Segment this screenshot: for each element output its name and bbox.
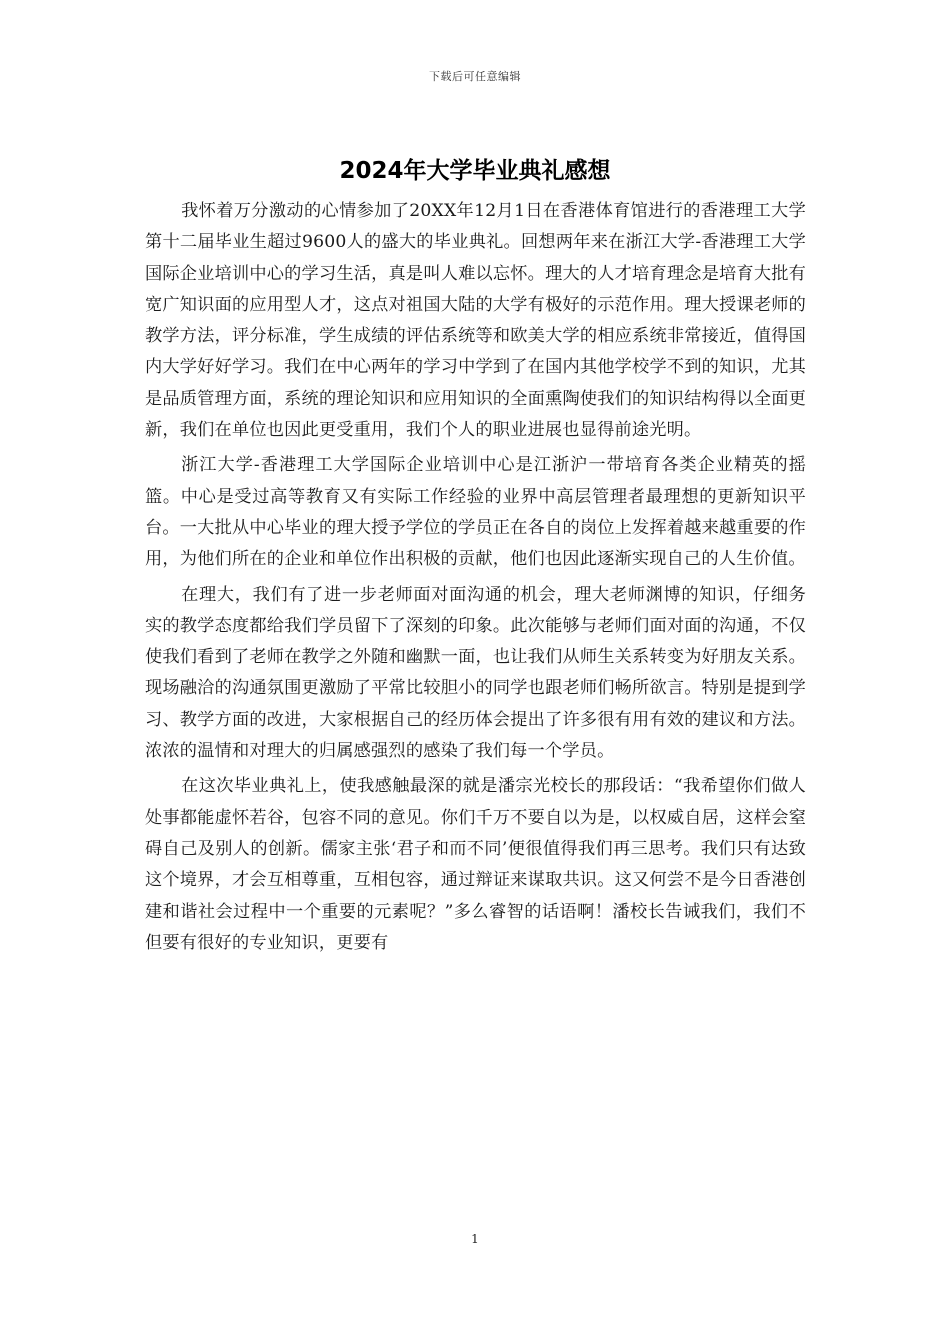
paragraph: 我怀着万分激动的心情参加了20XX年12月1日在香港体育馆进行的香港理工大学第十二届毕业生超过9600人的盛大的毕业典礼。回想两年来在浙江大学-香港理工大学国际企业培训中心的学习生活，真是叫人难以忘怀。理大的人才培育理念是培育大批有宽广知识面的应用型人才，这点对祖国大陆的大学有极好的示范作用。理大授课老师的教学方法，评分标准，学生成绩的评估系统等和欧美大学的相应系统非常接近，值得国内大学好好学习。我们在中心两年的学习中学到了在国内其他学校学不到的知识，尤其是品质管理方面，系统的理论知识和应用知识的全面熏陶使我们的知识结构得以全面更新，我们在单位也因此更受重用，我们个人的职业进展也显得前途光明。 [145, 201, 806, 441]
page-number: 1 [471, 1232, 479, 1246]
page-header-note: 下载后可任意编辑 [429, 70, 521, 83]
paragraph: 在理大，我们有了进一步老师面对面沟通的机会，理大老师渊博的知识，仔细务实的教学态度都给我们学员留下了深刻的印象。此次能够与老师们面对面的沟通，不仅使我们看到了老师在教学之外随和幽默一面，也让我们从师生关系转变为好朋友关系。现场融洽的沟通氛围更激励了平常比较胆小的同学也跟老师们畅所欲言。特别是提到学习、教学方面的改进，大家根据自己的经历体会提出了许多很有用有效的建议和方法。浓浓的温情和对理大的归属感强烈的感染了我们每一个学员。 [145, 584, 806, 762]
paragraph: 浙江大学-香港理工大学国际企业培训中心是江浙沪一带培育各类企业精英的摇篮。中心是受过高等教育又有实际工作经验的业界中高层管理者最理想的更新知识平台。一大批从中心毕业的理大授予学位的学员正在各自的岗位上发挥着越来越重要的作用，为他们所在的企业和单位作出积极的贡献，他们也因此逐渐实现自己的人生价值。 [145, 455, 806, 570]
document-body [145, 196, 806, 959]
paragraph: 在这次毕业典礼上，使我感触最深的就是潘宗光校长的那段话：“我希望你们做人处事都能虚怀若谷，包容不同的意见。你们千万不要自以为是，以权威自居，这样会窒碍自己及别人的创新。儒家主张‘君子和而不同’便很值得我们再三思考。我们只有达致这个境界，才会互相尊重，互相包容，通过辩证来谋取共识。这又何尝不是今日香港创建和谐社会过程中一个重要的元素呢？”多么睿智的话语啊！潘校长告诫我们，我们不但要有很好的专业知识，更要有 [145, 776, 806, 953]
document-title: 2024年大学毕业典礼感想 [339, 158, 611, 184]
